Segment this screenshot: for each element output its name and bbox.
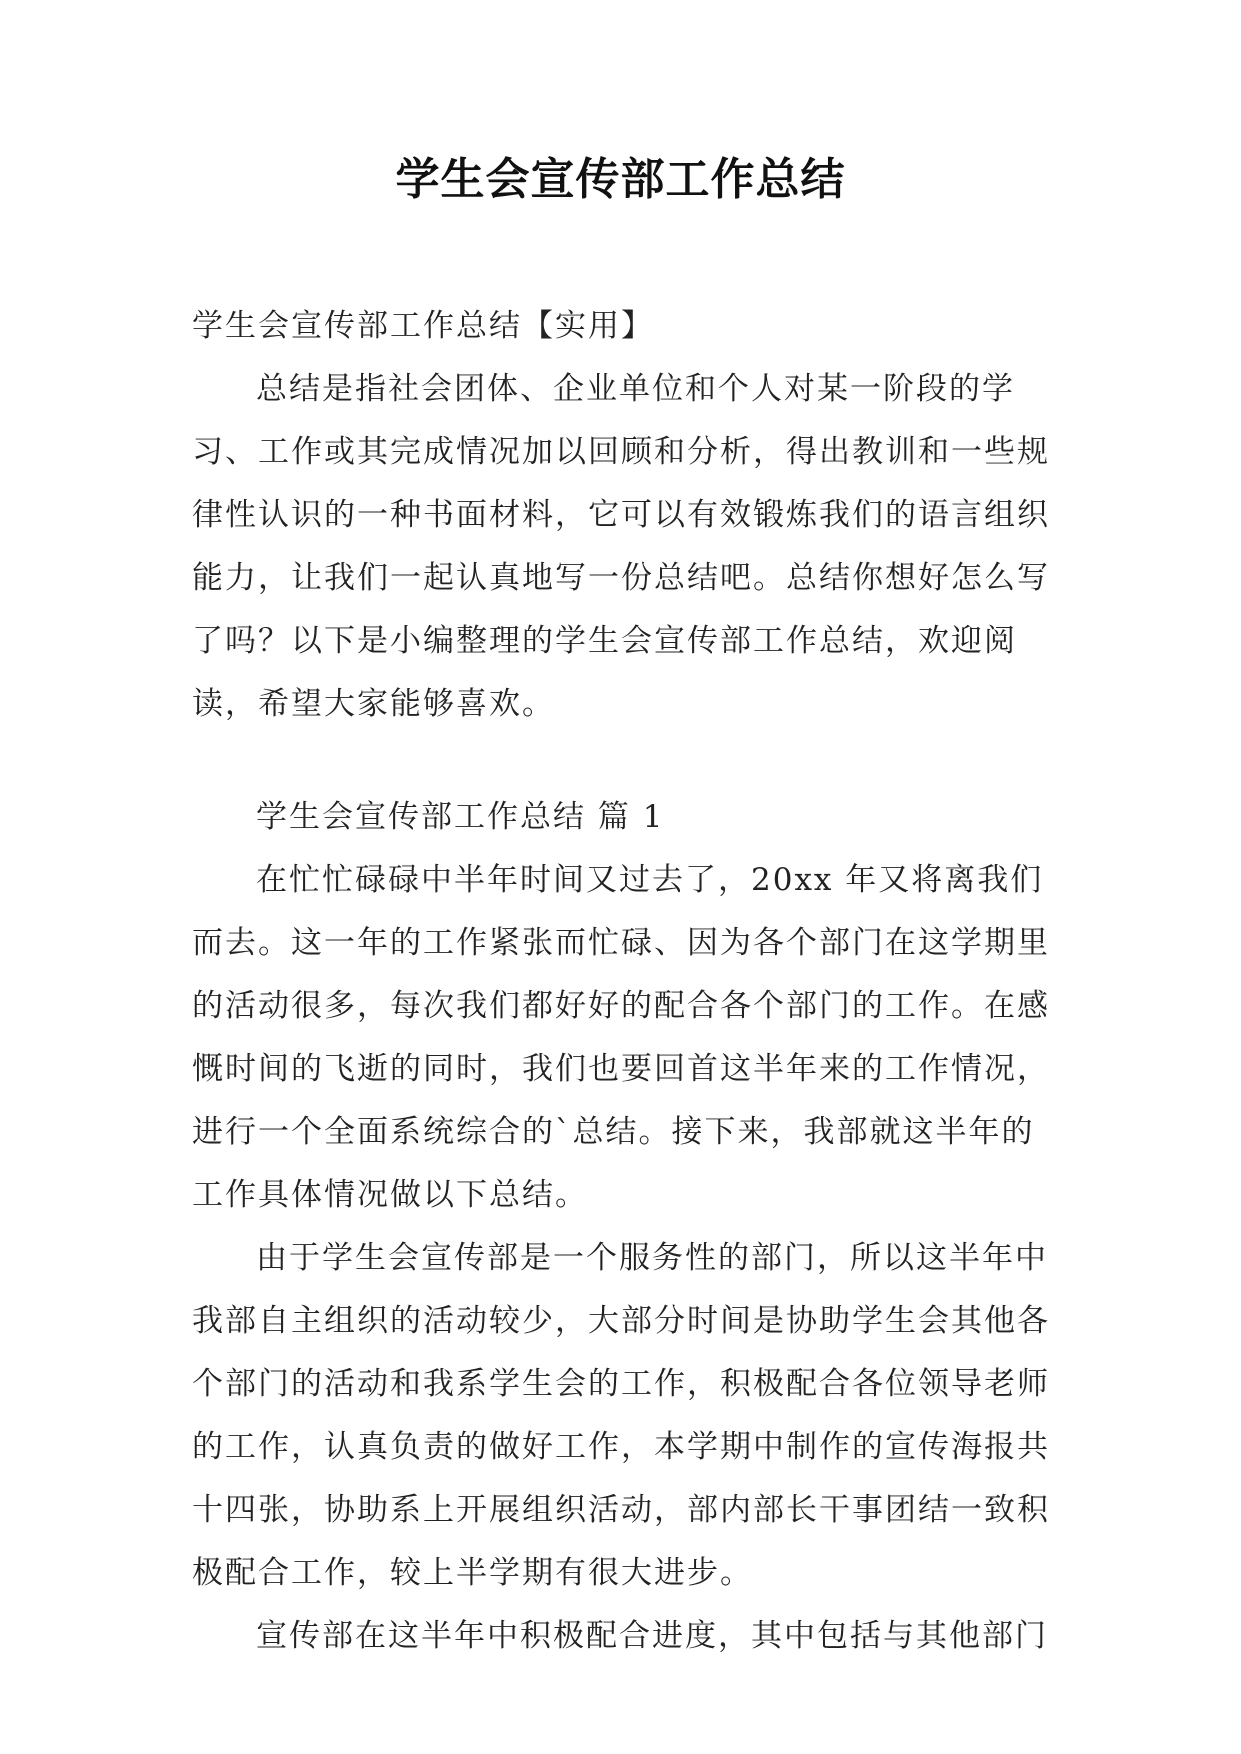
- section-heading: 学生会宣传部工作总结 篇 1: [256, 799, 665, 835]
- body-paragraph-1: 在忙忙碌碌中半年时间又过去了，20xx 年又将离我们而去。这一年的工作紧张而忙碌、因为各个部门在这学期里的活动很多，每次我们都好好的配合各个部门的工作。在感慨时间的飞逝的同时，我们也要回首这半年来的工作情况，进行一个全面系统综合的`总结。接下来，我部就这半年的工作具体情况做以下总结。: [192, 862, 1050, 1213]
- intro-paragraph: 总结是指社会团体、企业单位和个人对某一阶段的学习、工作或其完成情况加以回顾和分析，得出教训和一些规律性认识的一种书面材料，它可以有效锻炼我们的语言组织能力，让我们一起认真地写一份总结吧。总结你想好怎么写了吗？以下是小编整理的学生会宣传部工作总结，欢迎阅读，希望大家能够喜欢。: [192, 371, 1050, 722]
- document-subtitle: 学生会宣传部工作总结【实用】: [192, 308, 654, 344]
- document-title: 学生会宣传部工作总结: [395, 154, 846, 205]
- document-body: [192, 295, 1062, 1668]
- section-spacer: [192, 736, 1062, 786]
- body-paragraph-2: 由于学生会宣传部是一个服务性的部门，所以这半年中我部自主组织的活动较少，大部分时间是协助学生会其他各个部门的活动和我系学生会的工作，积极配合各位领导老师的工作，认真负责的做好工作，本学期中制作的宣传海报共十四张，协助系上开展组织活动，部内部长干事团结一致积极配合工作，较上半学期有很大进步。: [192, 1240, 1050, 1591]
- body-paragraph-3: 宣传部在这半年中积极配合进度，其中包括与其他部门: [256, 1618, 1048, 1654]
